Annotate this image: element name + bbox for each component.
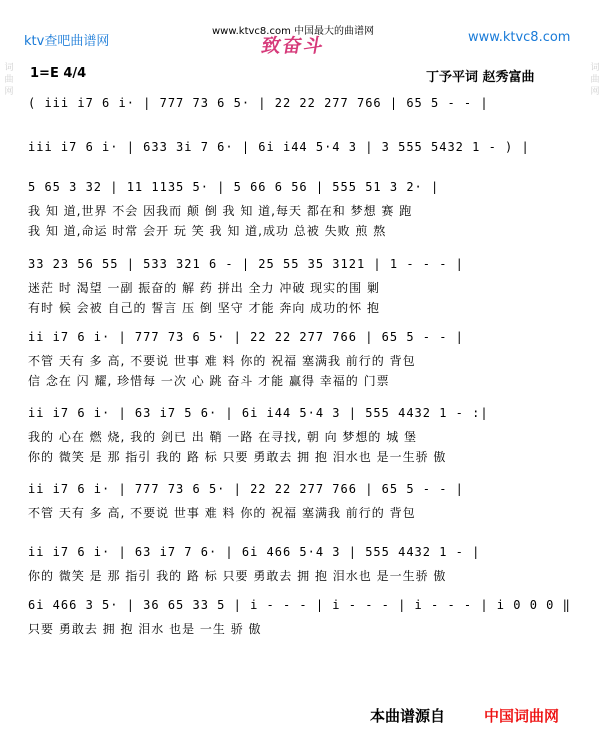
lyric-line: 你的 微笑 是 那 指引 我的 路 标 只要 勇敢去 拥 抱 泪水也 是一生骄 傲 [28, 569, 447, 583]
credits: 丁予平词 赵秀富曲 [426, 70, 535, 85]
notation-line: 33 23 56 55 | 533 321 6 - | 25 55 35 3121 | 1 - - - | [28, 257, 464, 271]
watermark-char: 词 [4, 63, 14, 73]
key-signature: 1=E 4/4 [30, 66, 87, 81]
header-left-link[interactable]: ktv查吧曲谱网 [24, 34, 110, 49]
lyric-line: 不管 天有 多 高, 不要说 世事 难 料 你的 祝福 塞满我 前行的 背包 [28, 354, 416, 368]
notation-line: ii i7 6 i· | 777 73 6 5· | 22 22 277 766 | 65 5 - - | [28, 330, 464, 344]
footer-site-name[interactable]: 中国词曲网 [484, 707, 560, 725]
lyric-line: 信 念在 闪 耀, 珍惜每 一次 心 跳 奋斗 才能 赢得 幸福的 门票 [28, 374, 390, 388]
watermark-char: 曲 [4, 75, 14, 85]
header-center-text[interactable]: www.ktvc8.com 中国最大的曲谱网 [212, 26, 375, 37]
notation-line: ( iii i7 6 i· | 777 73 6 5· | 22 22 277 766 | 65 5 - - | [28, 96, 489, 110]
lyric-line: 我的 心在 燃 烧, 我的 剑已 出 鞘 一路 在寻找, 朝 向 梦想的 城 堡 [28, 430, 418, 444]
lyric-line: 不管 天有 多 高, 不要说 世事 难 料 你的 祝福 塞满我 前行的 背包 [28, 506, 416, 520]
watermark-left [4, 62, 14, 98]
footer-source-label: 本曲谱源自 [370, 707, 446, 725]
notation-line: 6i 466 3 5· | 36 65 33 5 | i - - - | i - - - | i - - - | i 0 0 0 ‖ [28, 598, 571, 612]
notation-line: ii i7 6 i· | 63 i7 5 6· | 6i i44 5·4 3 | 555 4432 1 - :| [28, 406, 489, 420]
lyric-line: 我 知 道,命运 时常 会开 玩 笑 我 知 道,成功 总被 失败 煎 熬 [28, 224, 387, 238]
lyric-line: 迷茫 时 渴望 一副 振奋的 解 药 拼出 全力 冲破 现实的围 剿 [28, 281, 380, 295]
header-right-link[interactable]: www.ktvc8.com [468, 30, 571, 45]
song-title: 致奋斗 [259, 35, 327, 57]
notation-line: ii i7 6 i· | 63 i7 7 6· | 6i 466 5·4 3 | 555 4432 1 - | [28, 545, 481, 559]
watermark-char: 曲 [590, 75, 600, 85]
notation-line: iii i7 6 i· | 633 3i 7 6· | 6i i44 5·4 3 | 3 555 5432 1 - ) | [28, 140, 530, 154]
watermark-char: 词 [590, 63, 600, 73]
watermark-char: 网 [590, 87, 600, 97]
watermark-right [590, 62, 600, 98]
lyric-line: 我 知 道,世界 不会 因我而 颠 倒 我 知 道,每天 都在和 梦想 赛 跑 [28, 204, 413, 218]
lyric-line: 有时 候 会被 自己的 誓言 压 倒 坚守 才能 奔向 成功的怀 抱 [28, 301, 380, 315]
notation-line: 5 65 3 32 | 11 1135 5· | 5 66 6 56 | 555 51 3 2· | [28, 180, 440, 194]
notation-line: ii i7 6 i· | 777 73 6 5· | 22 22 277 766 | 65 5 - - | [28, 482, 464, 496]
lyric-line: 只要 勇敢去 拥 抱 泪水 也是 一生 骄 傲 [28, 622, 262, 636]
watermark-char: 网 [4, 87, 14, 97]
lyric-line: 你的 微笑 是 那 指引 我的 路 标 只要 勇敢去 拥 抱 泪水也 是一生骄 傲 [28, 450, 447, 464]
